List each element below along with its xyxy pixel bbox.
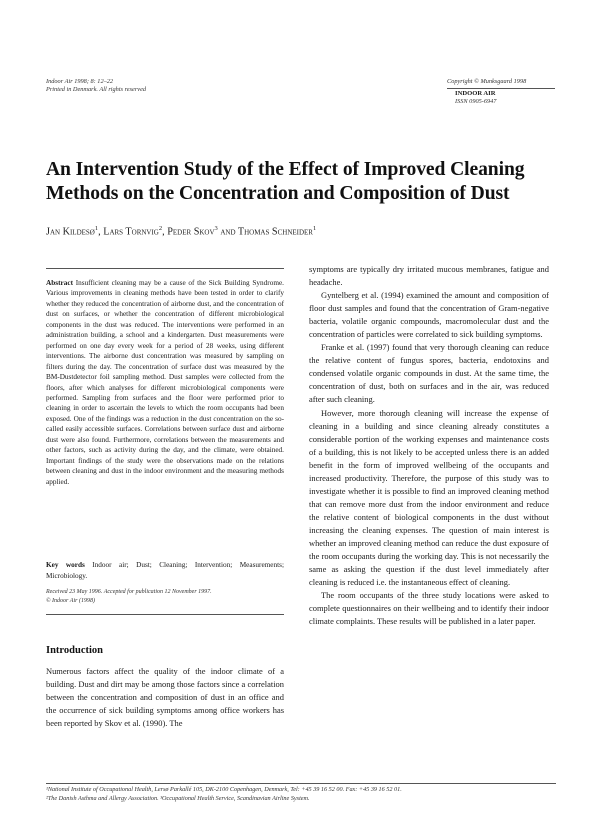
- abstract-label: Abstract: [46, 279, 73, 287]
- copyright-small: © Indoor Air (1998): [46, 597, 95, 604]
- paragraph: Franke et al. (1997) found that very thorough cleaning can reduce the relative content of fungus spores, bacteria, endotoxins and condensed volatile organic compounds in dust. At the same time, the concentration of dust, both on surfaces and in the air, was reduced after such cleaning.: [309, 342, 549, 405]
- journal-name: INDOOR AIR: [455, 90, 496, 97]
- journal-volume-line: Indoor Air 1998; 8: 12–22: [46, 78, 114, 85]
- title-line-2: Methods on the Concentration and Composition of Dust: [46, 183, 510, 204]
- author-2: Lars Tornvig: [103, 226, 159, 238]
- copyright-header: [447, 78, 526, 86]
- footnotes: [46, 786, 566, 803]
- author-3-affil: 3: [214, 225, 218, 232]
- copyright-line: Copyright © Munksgaard 1998: [447, 78, 527, 85]
- introduction-heading: Introduction: [46, 645, 103, 656]
- paragraph: Gyntelberg et al. (1994) examined the amount and composition of floor dust samples and found that the concentration of Gram-negative bacteria, volatile organic compounds, macromolecular dust and the concentration of particles were correlated to sick building symptoms.: [309, 290, 549, 340]
- author-sep: ,: [98, 226, 104, 238]
- author-list: [46, 225, 566, 237]
- intro-paragraph: Numerous factors affect the quality of the indoor climate of a building. Dust and dirt may be among those factors since a correlation between the concentration and composition of dust in an office and the occurrence of sick building symptoms among office workers has been reported by Skov et al. (1990). The: [46, 666, 284, 729]
- footnote-2: ²The Danish Asthma and Allergy Association. ³Occupational Health Service, Scandinavian Airline System.: [46, 794, 310, 802]
- keywords-text: Indoor air; Dust; Cleaning; Intervention; Measurements; Microbiology.: [46, 561, 284, 580]
- paragraph: The room occupants of the three study locations were asked to complete questionnaires on their wellbeing and to identify their indoor climate complaints. These results will be published in a later paper.: [309, 590, 549, 627]
- abstract-text: Insufficient cleaning may be a cause of the Sick Building Syndrome. Various improvements in cleaning methods have been tested in order to clarify whether they reduced the concentration of airborne dust, and the concentration of dust on surfaces, or whether the concentration of different microbiological components in the dust was reduced. The interventions were performed in an administration building, a school and a kindergarten. Dust measurements were performed on one day every week for a period of 28 weeks, using different interventions. The airborne dust concentration was measured by sampling on filters during the day. The concentration of surface dust was measured by the BM-Dustdetector foil sampling method. Dust samples were collected from the floors, after which analyses for different microbiological components were performed. Sampling from surfaces and the floor were performed prior to cleaning in order to ascertain the levels to which the room occupants had been exposed. One of the findings was a reduction in the dust concentration on the so-called easily accessible surfaces. Correlations between surface dust and airborne dust were also found. Furthermore, correlations between the measurements and other factors, such as activity during the day, and the climate, were obtained. Important findings of the study were the observations made on the relations between cleaning and dust in the indoor environment and the measuring methods applied.: [46, 279, 284, 486]
- author-sep: and: [217, 226, 238, 238]
- paragraph: symptoms are typically dry irritated mucous membranes, fatigue and headache.: [309, 264, 549, 288]
- author-4: Thomas Schneider: [237, 226, 313, 238]
- received-dates: Received 23 May 1996. Accepted for publication 12 November 1997.: [46, 589, 212, 595]
- printed-line: Printed in Denmark. All rights reserved: [46, 86, 147, 94]
- issn: ISSN 0905-6947: [455, 98, 497, 105]
- right-column: [309, 263, 549, 628]
- title-line-1: An Intervention Study of the Effect of Improved Cleaning: [46, 159, 525, 180]
- abstract-bottom-rule: [46, 614, 284, 615]
- footnote-1: ¹National Institute of Occupational Health, Lersø Parkallé 105, DK-2100 Copenhagen, Denmark, Tel: +45 39 16 52 00. Fax: +45 39 16 52 01.: [46, 786, 402, 793]
- introduction-text: [46, 665, 284, 730]
- author-2-affil: 2: [158, 225, 163, 232]
- keywords: [46, 560, 284, 581]
- paper-title: [46, 158, 566, 206]
- journal-citation: [46, 78, 146, 94]
- footnote-rule: [46, 783, 556, 784]
- author-4-affil: 1: [312, 225, 317, 232]
- received-info: [46, 588, 284, 605]
- keywords-label: Key words: [46, 561, 85, 569]
- author-1-affil: 1: [94, 225, 99, 232]
- header-rule: [447, 88, 555, 89]
- abstract: [46, 278, 284, 487]
- author-1: Jan Kildesø: [46, 226, 95, 238]
- paragraph: However, more thorough cleaning will increase the expense of cleaning in a building and since cleaning already constitutes a considerable portion of the working expenses and maintenance costs of a building, this is not likely to be accepted unless there is an added benefit in the form of improved wellbeing of the occupants and increased productivity. Therefore, the purpose of this study was to investigate whether it is possible to find an improved cleaning method that can remove more dust from the indoor environment and reduce the relative content of biological components in the dust without increasing the cleaning expenses. The question of main interest is whether an improved cleaning method can reduce the dust exposure of the room occupants during the working day. This is not necessarily the same as asking the question if the dust level immediately after cleaning is reduced i.e. the instantaneous effect of cleaning.: [309, 407, 549, 588]
- author-sep: ,: [162, 226, 168, 238]
- author-3: Peder Skov: [167, 226, 215, 238]
- abstract-top-rule: [46, 268, 284, 269]
